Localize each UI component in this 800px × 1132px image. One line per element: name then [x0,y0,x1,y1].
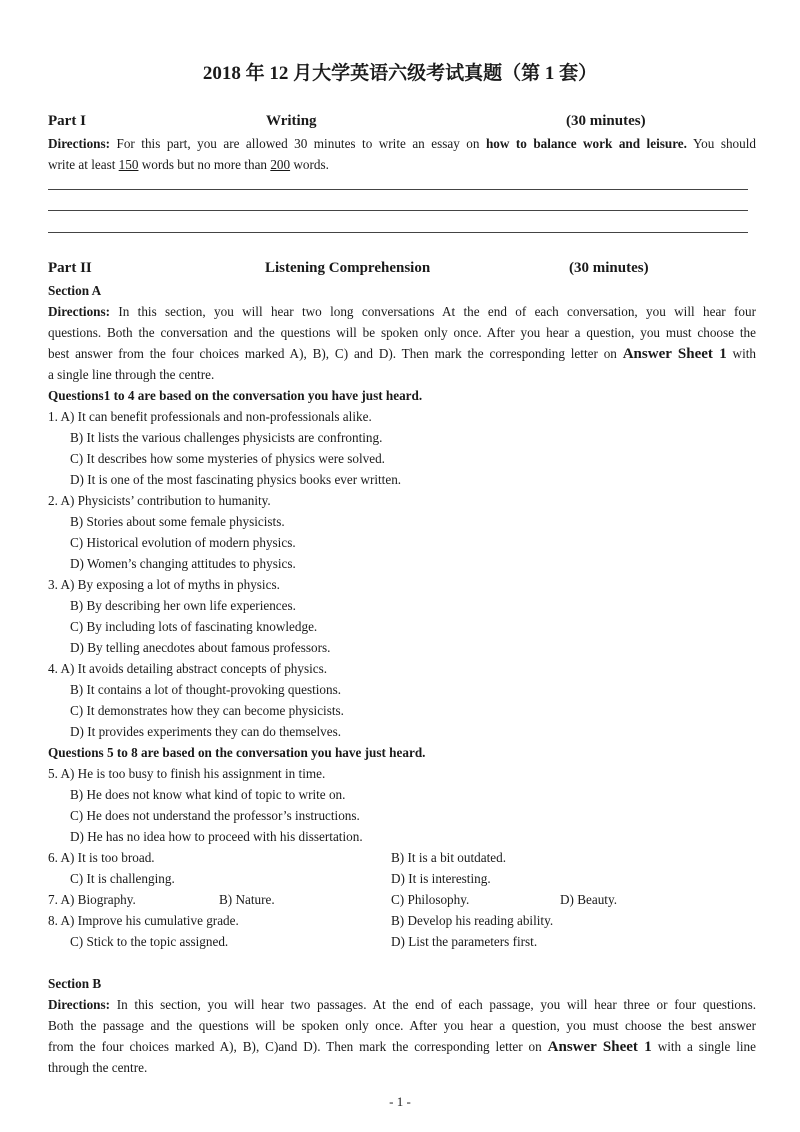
q1-option-c: C) It describes how some mysteries of physics were solved. [70,451,385,466]
section-a-directions-line3: best answer from the four choices marked A), B), C) and D). Then mark the corresponding letter on Answer Sheet 1 with [48,346,756,362]
page-number: - 1 - [389,1094,411,1109]
writing-directions-line1: Directions: For this part, you are allowed 30 minutes to write an essay on how to balance work and leisure. You should [48,136,756,151]
q4-option-b: B) It contains a lot of thought-provoking questions. [70,682,342,697]
q2-option-d: D) Women’s changing attitudes to physics. [70,556,296,571]
q7-option-c: C) Philosophy. [391,892,470,907]
q3-option-b: B) By describing her own life experiences. [70,598,296,613]
q6-option-d: D) It is interesting. [391,871,491,886]
questions-5-8-heading: Questions 5 to 8 are based on the conversation you have just heard. [48,745,426,760]
section-a-directions-line1: Directions: In this section, you will hear two long conversations At the end of each conversation, you will hear four [48,304,756,319]
section-a-directions-line2: questions. Both the conversation and the questions will be spoken only once. After you hear a question, you must choose the [48,325,756,340]
q7-option-d: D) Beauty. [560,892,618,907]
answer-line-1 [48,189,748,190]
directions-label: Directions: [48,997,111,1012]
essay-topic: how to balance work and leisure. [485,136,687,151]
section-b-directions-line4: through the centre. [48,1060,148,1075]
part2-label: Part II [48,260,92,276]
q2-option-b: B) Stories about some female physicists. [70,514,285,529]
q1-option-b: B) It lists the various challenges physicists are confronting. [70,430,383,445]
q1-option-d: D) It is one of the most fascinating physics books ever written. [70,472,402,487]
section-a-directions-line4: a single line through the centre. [48,367,215,382]
section-b-directions-line1: Directions: In this section, you will hear two passages. At the end of each passage, you will hear three or four questions. [48,997,756,1012]
part2-time: (30 minutes) [569,260,649,276]
answer-line-2 [48,210,748,211]
q3-option-d: D) By telling anecdotes about famous professors. [70,640,331,655]
q4-option-c: C) It demonstrates how they can become physicists. [70,703,344,718]
directions-label: Directions: [48,304,111,319]
answer-sheet-label: Answer Sheet 1 [622,346,727,362]
q3-option-c: C) By including lots of fascinating knowledge. [70,619,318,634]
q5-option-b: B) He does not know what kind of topic to write on. [70,787,346,802]
q7-option-b: B) Nature. [219,892,275,907]
directions-label: Directions: [48,136,111,151]
q7-option-a: 7. A) Biography. [48,892,136,907]
max-words: 200 [270,157,291,172]
answer-sheet-label: Answer Sheet 1 [547,1039,652,1055]
section-a-heading: Section A [48,283,102,298]
q6-option-c: C) It is challenging. [70,871,175,886]
page-title: 2018 年 12 月大学英语六级考试真题（第 1 套） [202,63,598,84]
q5-option-c: C) He does not understand the professor’s instructions. [70,808,360,823]
q1-option-a: 1. A) It can benefit professionals and non-professionals alike. [48,409,372,424]
q2-option-a: 2. A) Physicists’ contribution to humanity. [48,493,271,508]
answer-line-3 [48,232,748,233]
q8-option-b: B) Develop his reading ability. [391,913,554,928]
q8-option-d: D) List the parameters first. [391,934,538,949]
part1-name: Writing [266,113,317,129]
writing-directions-line2: write at least 150 words but no more than 200 words. [48,157,329,172]
q5-option-a: 5. A) He is too busy to finish his assignment in time. [48,766,326,781]
part1-label: Part I [48,113,86,129]
q3-option-a: 3. A) By exposing a lot of myths in physics. [48,577,280,592]
section-b-directions-line2: Both the passage and the questions will be spoken only once. After you hear a question, you must choose the best answer [48,1018,756,1033]
q6-option-a: 6. A) It is too broad. [48,850,155,865]
part2-name: Listening Comprehension [265,260,431,276]
part1-time: (30 minutes) [566,113,646,129]
questions-1-4-heading: Questions1 to 4 are based on the conversation you have just heard. [48,388,423,403]
q4-option-a: 4. A) It avoids detailing abstract concepts of physics. [48,661,328,676]
q8-option-c: C) Stick to the topic assigned. [70,934,229,949]
q5-option-d: D) He has no idea how to proceed with his dissertation. [70,829,363,844]
section-b-directions-line3: from the four choices marked A), B), C)and D). Then mark the corresponding letter on Answer Sheet 1 with a single line [48,1039,756,1055]
section-b-heading: Section B [48,976,102,991]
q4-option-d: D) It provides experiments they can do themselves. [70,724,342,739]
min-words: 150 [118,157,139,172]
q6-option-b: B) It is a bit outdated. [391,850,507,865]
q8-option-a: 8. A) Improve his cumulative grade. [48,913,239,928]
q2-option-c: C) Historical evolution of modern physics. [70,535,296,550]
